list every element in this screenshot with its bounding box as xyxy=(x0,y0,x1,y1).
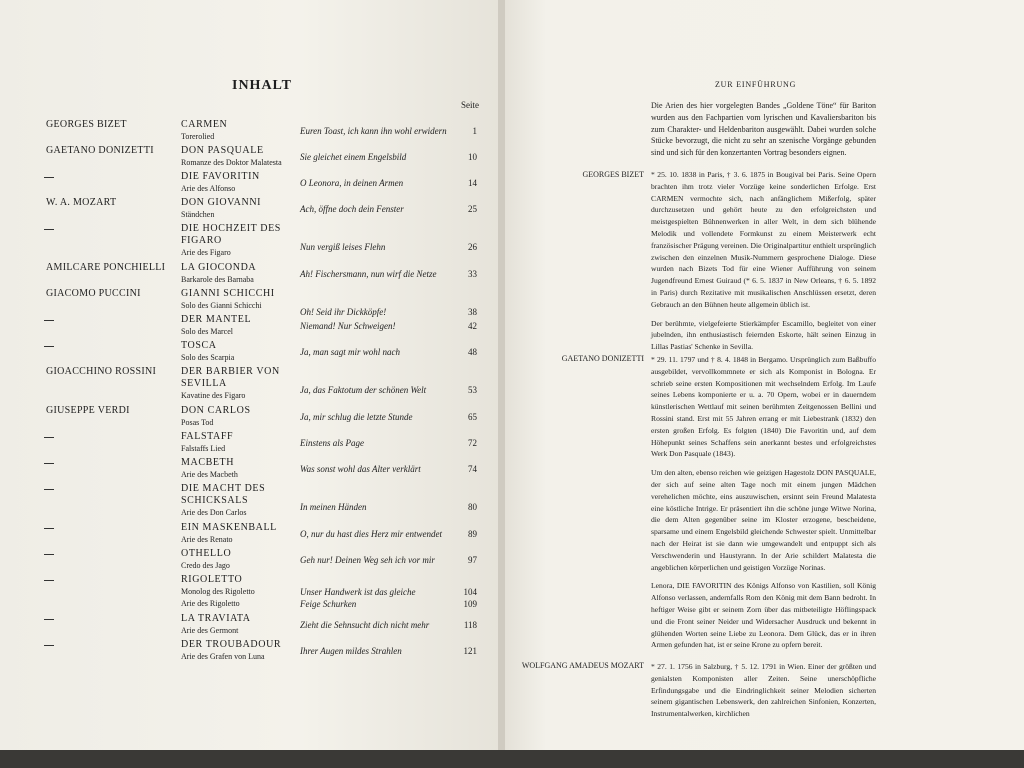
section-label-mozart: WOLFGANG AMADEUS MOZART xyxy=(521,661,644,670)
section-label-bizet: GEORGES BIZET xyxy=(582,170,644,179)
aria-name: Arie des Figaro xyxy=(181,248,231,257)
opera-block xyxy=(181,431,291,455)
aria-name: Credo des Jago xyxy=(181,561,230,570)
composer-repeat-dash xyxy=(44,437,54,438)
aria-name: Arie des Rigoletto xyxy=(181,599,240,608)
aria-name: Arie des Alfonso xyxy=(181,184,236,193)
page-number: 42 xyxy=(468,321,477,331)
desk-surface xyxy=(0,750,1024,768)
introduction-paragraph: Die Arien des hier vorgelegten Bandes „Goldene Töne“ für Bariton wurden aus den Fachpartien vom lyrischen und Kavaliersbariton bis zum Charakter- und Heldenbariton ausgewählt. Dabei wurden solche Stücke bevorzugt, die nicht zu sehr an szenische Vorgänge gebunden sind und sich für den konzertanten Vortrag besonders eignen. xyxy=(651,101,876,158)
opera-title: DON GIOVANNI xyxy=(181,197,262,208)
section-paragraph: * 29. 11. 1797 und † 8. 4. 1848 in Bergamo. Ursprünglich zum Baßbuffo ausgebildet, vervollkommnete er sich als Komponist in Bologna. Er schrieb seine ersten Kompositionen mit wechselndem Erfolg. Im Laufe seines Lebens komponierte er u. a. 70 Opern, wobei er in dauerndem künstlerischen Wettlauf mit seinen berühmten Zeitgenossen Bellini und Rossini stand. Erst mit 55 Jahren errang er mit Liebestrank (1832) den ersten großen Erfolg. Es folgten (1840) Die Favoritin und, auf dem Höhepunkt seines Schaffens sein anerkannt bestes und erfolgreichstes Werk Don Pasquale (1843). xyxy=(651,355,876,459)
opera-block xyxy=(181,405,291,429)
aria-name: Kavatine des Figaro xyxy=(181,391,246,400)
opera-title: DIE FAVORITIN xyxy=(181,171,260,182)
page-number: 33 xyxy=(468,269,477,279)
section-paragraph: * 27. 1. 1756 in Salzburg, † 5. 12. 1791 in Wien. Einer der größten und genialsten Komponisten aller Zeiten. Seine unerschöpfliche Erfindungsgabe und die Eindringlichkeit seiner Melodien sicherten seinem gigantischen Lebenswerk, den zahlreichen Sinfonien, Konzerten, Instrumentalwerken, kirchlichen xyxy=(651,662,876,719)
page-number: 104 xyxy=(463,587,477,597)
opera-block xyxy=(181,171,291,195)
aria-incipit: Zieht die Sehnsucht dich nicht mehr xyxy=(300,620,430,630)
aria-name: Solo des Marcel xyxy=(181,327,233,336)
opera-title: DER TROUBADOUR xyxy=(181,639,282,650)
opera-title: DON PASQUALE xyxy=(181,145,264,156)
opera-block xyxy=(181,197,291,221)
opera-title: TOSCA xyxy=(181,340,217,351)
composer-name: GAETANO DONIZETTI xyxy=(46,145,154,156)
opera-block xyxy=(181,119,291,143)
composer-repeat-dash xyxy=(44,177,54,178)
page-number: 53 xyxy=(468,385,477,395)
page-number: 80 xyxy=(468,502,477,512)
opera-title: DIE HOCHZEIT DES FIGARO xyxy=(181,223,281,246)
composer-name: W. A. MOZART xyxy=(46,197,117,208)
composer-repeat-dash xyxy=(44,619,54,620)
opera-block xyxy=(181,340,291,364)
opera-title: CARMEN xyxy=(181,119,228,130)
section-body-bizet xyxy=(651,169,876,360)
opera-title: LA TRAVIATA xyxy=(181,613,251,624)
section-body-mozart xyxy=(651,661,876,727)
composer-repeat-dash xyxy=(44,554,54,555)
aria-incipit: Geh nur! Deinen Weg seh ich vor mir xyxy=(300,555,435,565)
aria-name: Falstaffs Lied xyxy=(181,444,226,453)
aria-incipit: Ach, öffne doch dein Fenster xyxy=(300,204,404,214)
opera-title: EIN MASKENBALL xyxy=(181,522,277,533)
opera-title: FALSTAFF xyxy=(181,431,234,442)
page-number: 118 xyxy=(463,620,477,630)
page-number: 89 xyxy=(468,529,477,539)
aria-incipit: Ihrer Augen mildes Strahlen xyxy=(300,646,402,656)
aria-name: Arie des Renato xyxy=(181,535,233,544)
opera-title: DER BARBIER VON SEVILLA xyxy=(181,366,280,389)
composer-name: GIACOMO PUCCINI xyxy=(46,288,141,299)
opera-title: DER MANTEL xyxy=(181,314,252,325)
aria-name: Barkarole des Barnaba xyxy=(181,275,254,284)
aria-name: Monolog des Rigoletto xyxy=(181,587,255,596)
page-number: 14 xyxy=(468,178,477,188)
opera-title: LA GIOCONDA xyxy=(181,262,257,273)
aria-name: Posas Tod xyxy=(181,418,214,427)
aria-incipit: Oh! Seid ihr Dickköpfe! xyxy=(300,307,387,317)
aria-incipit: Einstens als Page xyxy=(300,438,364,448)
opera-title: DON CARLOS xyxy=(181,405,251,416)
opera-title: GIANNI SCHICCHI xyxy=(181,288,275,299)
page-number: 26 xyxy=(468,242,477,252)
composer-repeat-dash xyxy=(44,346,54,347)
opera-block xyxy=(181,613,291,637)
aria-incipit: Sie gleichet einem Engelsbild xyxy=(300,152,407,162)
opera-block xyxy=(181,288,291,312)
aria-incipit: Ah! Fischersmann, nun wirf die Netze xyxy=(300,269,437,279)
aria-name: Romanze des Doktor Malatesta xyxy=(181,158,282,167)
composer-repeat-dash xyxy=(44,320,54,321)
opera-block xyxy=(181,522,291,546)
aria-name: Arie des Don Carlos xyxy=(181,508,247,517)
aria-name: Arie des Macbeth xyxy=(181,470,238,479)
page-number: 25 xyxy=(468,204,477,214)
section-paragraph: Lenora, DIE FAVORITIN des Königs Alfonso von Kastilien, soll König Alfonso verlassen, andernfalls Rom den König mit dem Bann bedroht. In heftiger Weise gibt er seinem Zorn über das mitbeteiligte Höflingspack und die Front seiner Neider und Widersacher Ausdruck und bekennt in glühenden Worten seine Liebe zu Leonora. Dem Glück, das er in ihren Armen gefunden hat, ist er seine Krone zu opfern bereit. xyxy=(651,581,876,650)
opera-block xyxy=(181,639,291,663)
section-paragraph: Der berühmte, vielgefeierte Stierkämpfer Escamillo, begleitet von einer jubelnden, ihn enthusiastisch feiernden Eskorte, hält seinen Einzug in Lillas Pastias' Schenke in Sevilla. xyxy=(651,318,876,352)
opera-block xyxy=(181,548,291,572)
composer-name: AMILCARE PONCHIELLI xyxy=(46,262,166,273)
opera-title: DIE MACHT DES SCHICKSALS xyxy=(181,483,266,506)
opera-block xyxy=(181,145,291,169)
aria-incipit: Was sonst wohl das Alter verklärt xyxy=(300,464,421,474)
page-number: 65 xyxy=(468,412,477,422)
page-number: 97 xyxy=(468,555,477,565)
page-number: 74 xyxy=(468,464,477,474)
aria-name: Arie des Grafen von Luna xyxy=(181,652,265,661)
opera-block xyxy=(181,457,291,481)
page-number: 109 xyxy=(463,599,477,609)
page-number: 121 xyxy=(463,646,477,656)
opera-block xyxy=(181,223,291,259)
page-number: 72 xyxy=(468,438,477,448)
page-column-label: Seite xyxy=(461,100,479,110)
composer-repeat-dash xyxy=(44,489,54,490)
aria-incipit: Unser Handwerk ist das gleiche xyxy=(300,587,416,597)
page-number: 48 xyxy=(468,347,477,357)
aria-name: Torerolied xyxy=(181,132,215,141)
page-number: 38 xyxy=(468,307,477,317)
opera-title: OTHELLO xyxy=(181,548,232,559)
aria-incipit: Ja, man sagt mir wohl nach xyxy=(300,347,400,357)
opera-title: RIGOLETTO xyxy=(181,574,243,585)
composer-name: GIUSEPPE VERDI xyxy=(46,405,130,416)
section-label-donizetti: GAETANO DONIZETTI xyxy=(561,354,644,363)
aria-incipit: Euren Toast, ich kann ihn wohl erwidern xyxy=(300,126,447,136)
composer-name: GIOACCHINO ROSSINI xyxy=(46,366,157,377)
section-paragraph: * 25. 10. 1838 in Paris, † 3. 6. 1875 in Bougival bei Paris. Seine Opern brachten ihm trotz vieler Vorzüge keine sonderlichen Erfolge. Erst CARMEN vermochte sich, nach anfänglichem Mißerfolg, später durchzusetzen und gehört heute zu den erfolgreichsten und meistgespielten Bühnenwerken in aller Welt, in dem sich blühende Melodik und vollendete Formkunst zu einem Meisterwerk echt französischer Prägung vereinen. Die Originalpartitur enthielt ursprünglich zwischen den einzelnen Musik-Nummern gesprochene Dialoge. Diese wurden nach Bizets Tod für eine Wiener Aufführung von seinem Jugendfreund Ernest Guiraud (* 6. 5. 1837 in New Orleans, † 6. 5. 1892 in Paris) durch Rezitative mit musikalischen Anschlüssen ersetzt, deren Gebrauch an den Bühnen heute allgemein üblich ist. xyxy=(651,170,876,309)
composer-repeat-dash xyxy=(44,580,54,581)
introduction-heading: ZUR EINFÜHRUNG xyxy=(715,80,797,89)
opera-block xyxy=(181,366,291,402)
composer-name: GEORGES BIZET xyxy=(46,119,127,130)
aria-incipit: Niemand! Nur Schweigen! xyxy=(300,321,396,331)
aria-incipit: O, nur du hast dies Herz mir entwendet xyxy=(300,529,442,539)
aria-name: Arie des Germont xyxy=(181,626,239,635)
composer-repeat-dash xyxy=(44,645,54,646)
aria-incipit: Nun vergiß leises Flehn xyxy=(300,242,386,252)
page-number: 10 xyxy=(468,152,477,162)
page-number: 1 xyxy=(472,126,477,136)
section-paragraph: Um den alten, ebenso reichen wie geizigen Hagestolz DON PASQUALE, der sich auf seine alten Tage noch mit einem jungen Mädchen verehelichen möchte, eins auszuwischen, ersinnt sein Freund Malatesta eine köstliche Intrige. Er präsentiert ihn die schöne junge Witwe Norina, die dem Alten gegenüber seine im Kloster erzogene, bescheidene, sparsame und einem Engelsbild gleichende Schwester spielt. Unmittelbar nach der Heirat ist sie dann wie umgewandelt und entpuppt sich als Verschwenderin und Haustyrann. In der Arie schildert Malatesta die angeblichen körperlichen und geistigen Vorzüge Norinas. xyxy=(651,468,876,572)
composer-repeat-dash xyxy=(44,229,54,230)
composer-repeat-dash xyxy=(44,528,54,529)
aria-incipit: O Leonora, in deinen Armen xyxy=(300,178,404,188)
aria-incipit: Ja, das Faktotum der schönen Welt xyxy=(300,385,427,395)
aria-incipit: In meinen Händen xyxy=(300,502,367,512)
opera-title: MACBETH xyxy=(181,457,235,468)
opera-block xyxy=(181,262,291,286)
aria-incipit: Feige Schurken xyxy=(300,599,357,609)
aria-name: Ständchen xyxy=(181,210,215,219)
aria-incipit: Ja, mir schlug die letzte Stunde xyxy=(300,412,413,422)
aria-name: Solo des Scarpia xyxy=(181,353,235,362)
toc-page xyxy=(0,0,500,768)
toc-title: INHALT xyxy=(232,78,292,93)
section-body-donizetti xyxy=(651,354,876,658)
opera-block xyxy=(181,574,291,610)
composer-repeat-dash xyxy=(44,463,54,464)
aria-name: Solo des Gianni Schicchi xyxy=(181,301,262,310)
opera-block xyxy=(181,314,291,338)
opera-block xyxy=(181,483,291,519)
